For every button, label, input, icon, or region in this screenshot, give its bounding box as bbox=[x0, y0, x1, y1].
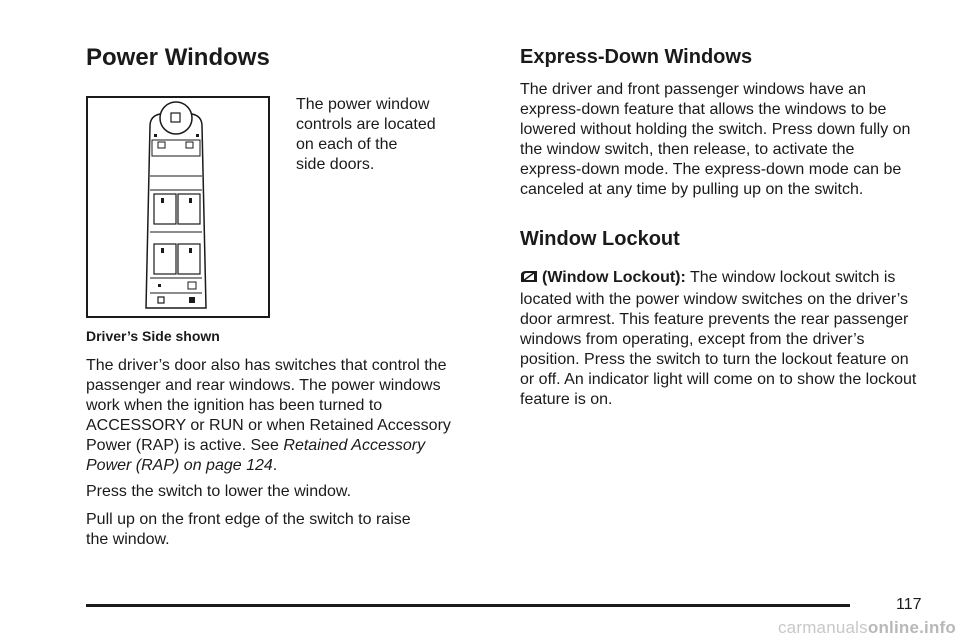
driver-switches-text: The driver’s door also has switches that control the passenger and rear windows. The power windows work when the ignition has been turned to ACCESSORY or RUN or when Retained Accessory Power (RAP) is active. See bbox=[86, 357, 451, 454]
express-down-paragraph: The driver and front passenger windows have an express-down feature that allows the windows to be lowered without holding the switch. Press down fully on the window switch, then release, to activate the express-down mode. The express-down mode can be canceled at any time by pulling up on the switch. bbox=[520, 81, 911, 198]
window-lockout-text: The window lockout switch is located with the power window switches on the driver’s door armrest. This feature prevents the rear passenger windows from operating, except from the driver’s position. Press the switch to turn the lockout feature on or off. An indicator light will come on to show the lockout feature is on. bbox=[520, 269, 917, 408]
page-number: 117 bbox=[896, 596, 922, 613]
window-lockout-paragraph bbox=[520, 268, 920, 410]
window-switch-panel-illustration bbox=[88, 98, 268, 316]
section-heading-express-down: Express-Down Windows bbox=[520, 46, 753, 68]
raise-window-paragraph: Pull up on the front edge of the switch to raise the window. bbox=[86, 511, 411, 548]
watermark bbox=[778, 618, 956, 638]
driver-switches-end: . bbox=[272, 457, 278, 474]
intro-line-2: controls are located bbox=[296, 116, 436, 133]
footer-rule bbox=[86, 604, 850, 607]
window-lockout-label: (Window Lockout): bbox=[542, 269, 686, 286]
intro-line-4: side doors. bbox=[296, 156, 375, 173]
intro-line-3: on each of the bbox=[296, 136, 398, 153]
driver-side-switch-figure bbox=[86, 96, 270, 318]
window-lockout-icon bbox=[520, 270, 538, 290]
figure-caption: Driver’s Side shown bbox=[86, 328, 220, 344]
section-heading-window-lockout: Window Lockout bbox=[520, 228, 680, 250]
watermark-part-2: online.info bbox=[867, 618, 956, 637]
watermark-part-1: carmanuals bbox=[777, 618, 868, 637]
driver-switches-paragraph bbox=[86, 356, 470, 476]
intro-line-1: The power window bbox=[296, 96, 430, 113]
intro-paragraph bbox=[296, 95, 436, 175]
rap-page-reference[interactable]: Retained Accessory Power (RAP) on page 124 bbox=[86, 437, 426, 474]
lower-window-paragraph: Press the switch to lower the window. bbox=[86, 483, 352, 500]
section-heading-power-windows: Power Windows bbox=[86, 44, 270, 71]
